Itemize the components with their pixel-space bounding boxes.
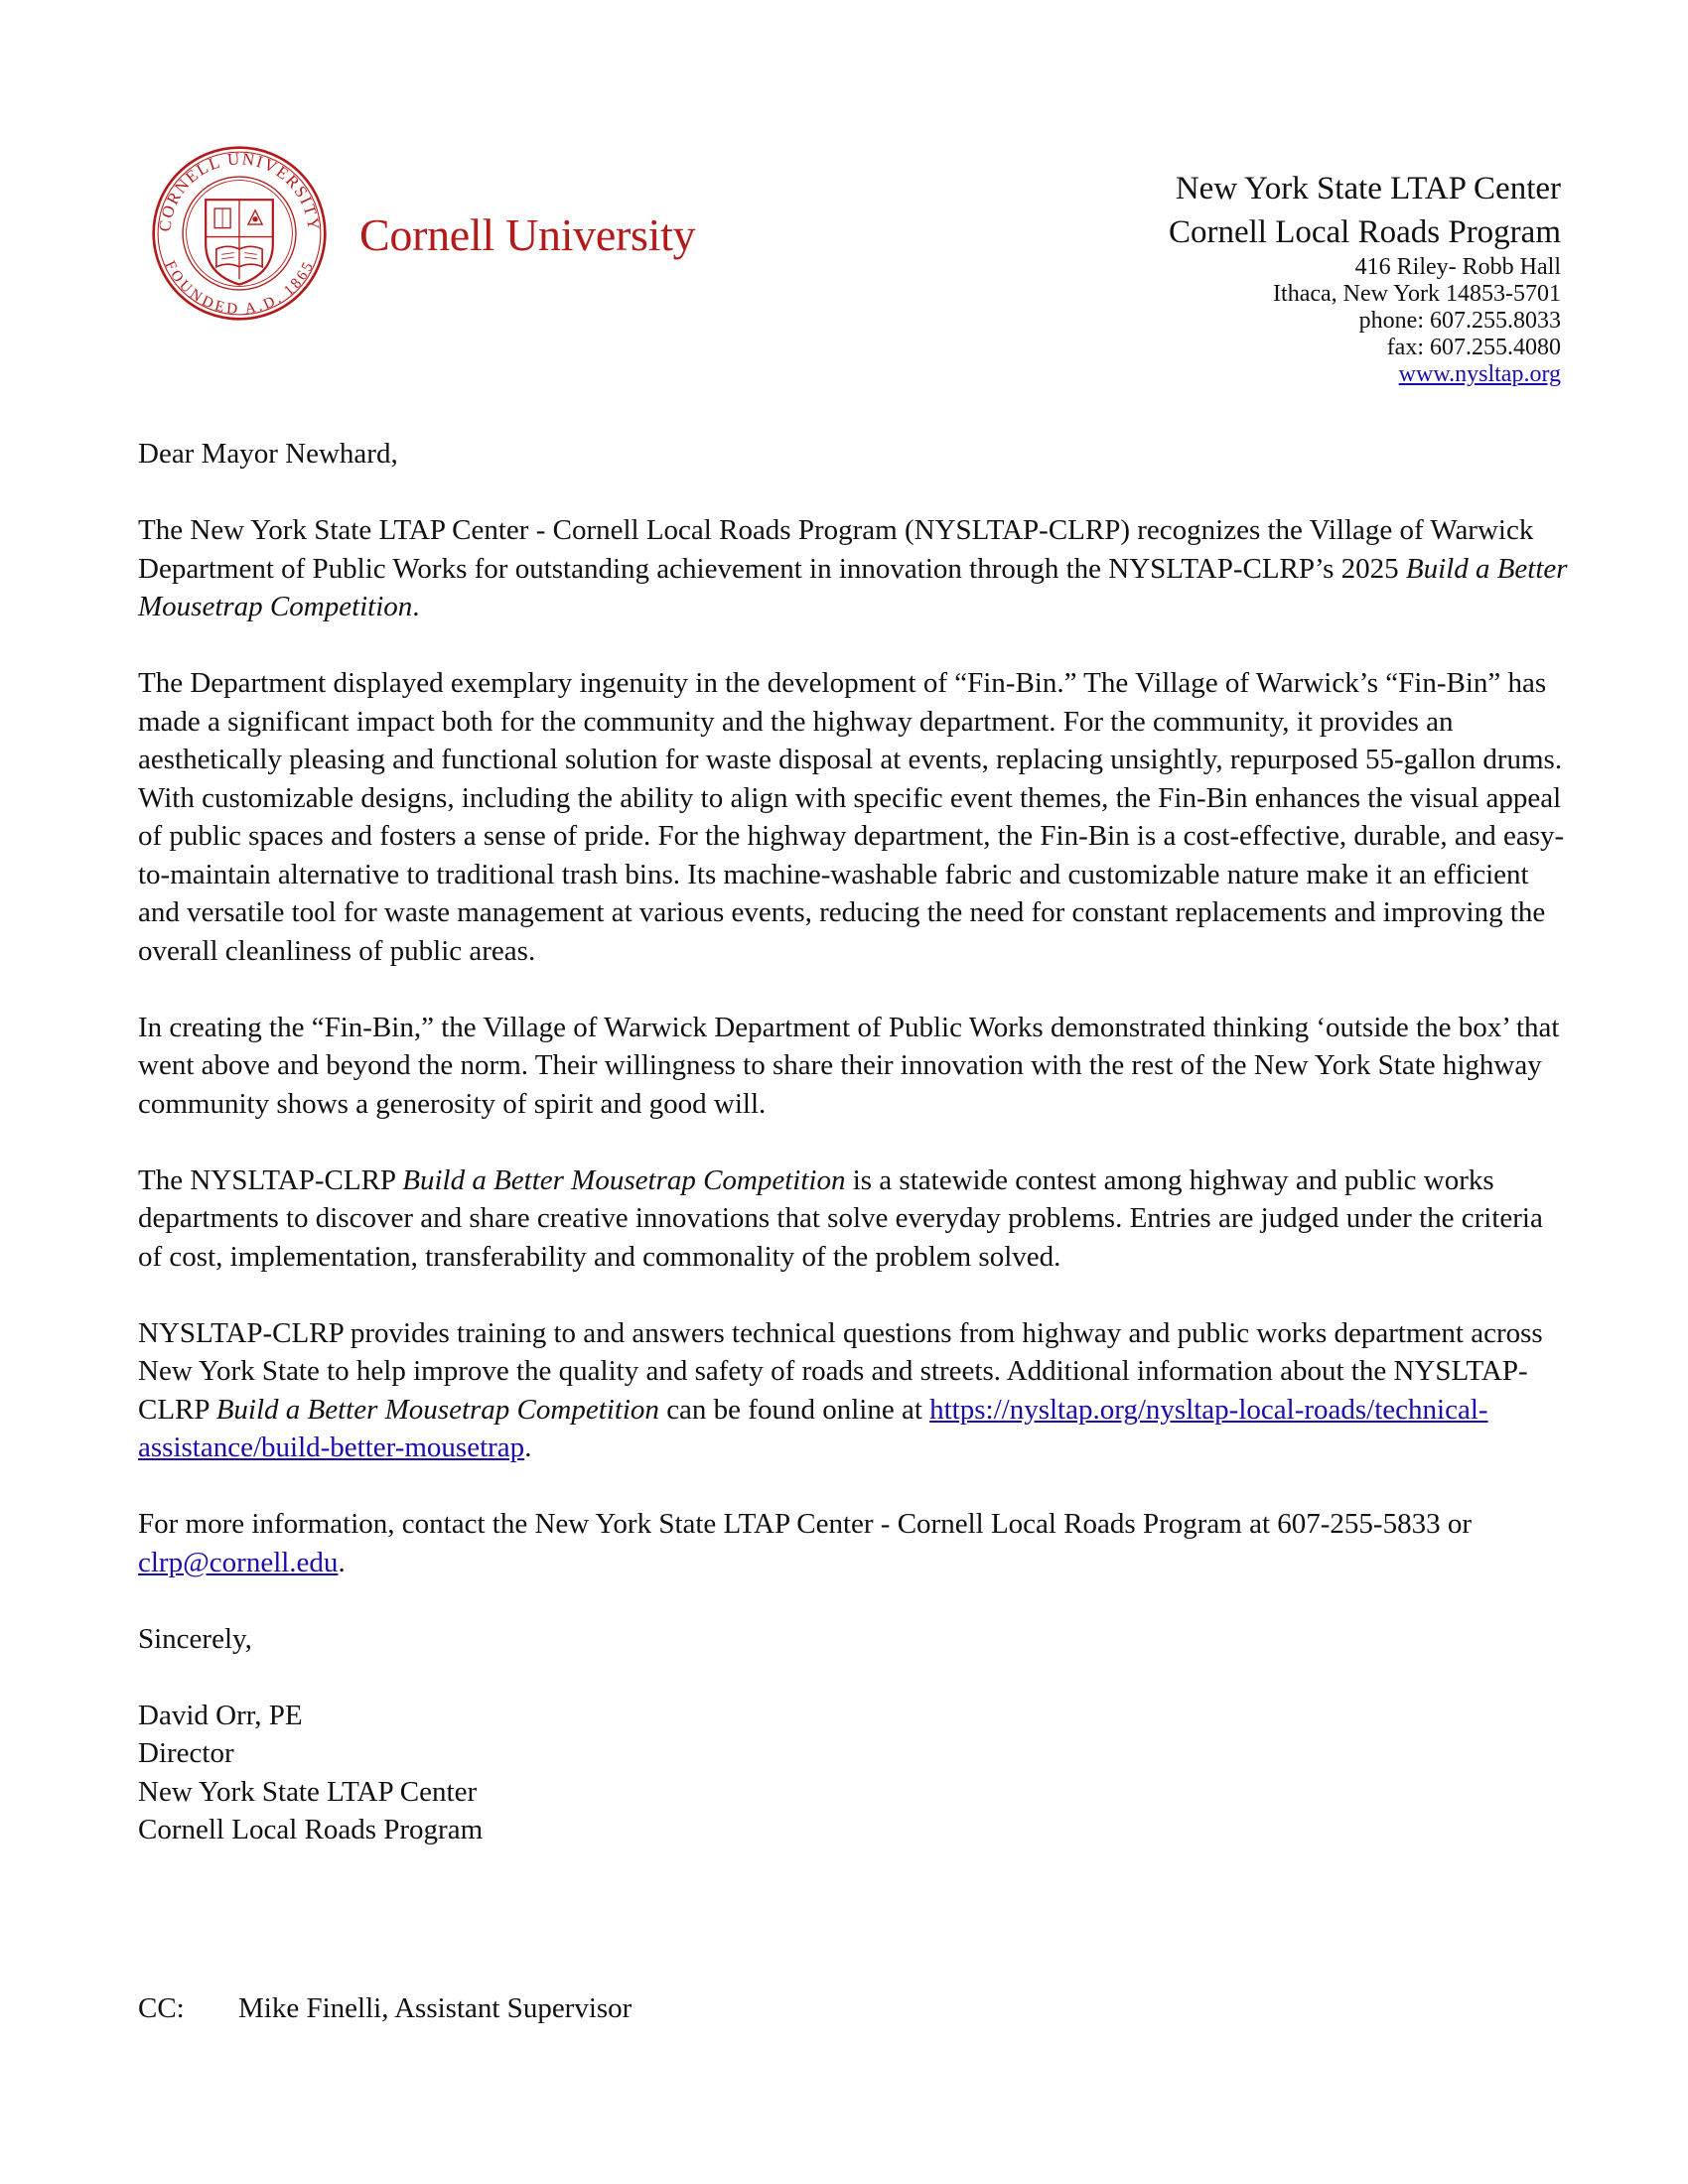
paragraph-training-end: . [524, 1432, 532, 1463]
paragraph-recognition [138, 511, 1568, 626]
competition-title: Build a Better Mousetrap Competition [402, 1163, 846, 1196]
letterhead-website-link[interactable]: www.nysltap.org [1398, 361, 1561, 387]
closing: Sincerely, [138, 1622, 252, 1655]
seal-ring-text-bottom: FOUNDED A.D. 1865 [161, 258, 318, 319]
paragraph-training-info [138, 1314, 1568, 1467]
signatory-org-line2: Cornell Local Roads Program [138, 1814, 484, 1845]
cornell-seal-logo [151, 145, 328, 322]
letterhead-program-name: Cornell Local Roads Program [1168, 214, 1561, 250]
cc-recipient: Mike Finelli, Assistant Supervisor [238, 1992, 633, 2024]
paragraph-training-text: NYSLTAP-CLRP provides training to and answers technical questions from highway and public works department across New York State to help improve the quality and safety of roads and streets. Additional information about the NYSLTAP-CLRP [138, 1316, 1543, 1426]
paragraph-recognition-end: . [412, 591, 420, 622]
salutation: Dear Mayor Newhard, [138, 438, 398, 470]
paragraph-fin-bin: The Department displayed exemplary ingenuity in the development of “Fin-Bin.” The Village of Warwick’s “Fin-Bin” has made a significant impact both for the community and the highway department. For the community, it provides an aesthetically pleasing and functional solution for waste disposal at events, replacing unsightly, repurposed 55-gallon drums. With customizable designs, including the ability to align with specific event themes, the Fin-Bin enhances the visual appeal of public spaces and fosters a sense of pride. For the highway department, the Fin-Bin is a cost-effective, durable, and easy-to-maintain alternative to traditional trash bins. Its machine-washable fabric and customizable nature make it an efficient and versatile tool for waste management at various events, reducing the need for constant replacements and improving the overall cleanliness of public areas. [138, 667, 1565, 967]
paragraph-competition-text-end: is a statewide contest among highway and public works departments to discover and share creative innovations that solve everyday problems. Entries are judged under the criteria of cost, implementation, transferability and commonality of the problem solved. [138, 1163, 1543, 1273]
signatory-title: Director [138, 1737, 234, 1769]
paragraph-contact-text: For more information, contact the New York State LTAP Center - Cornell Local Roads Program at 607-255-5833 or [138, 1508, 1472, 1540]
letterhead-address-block [1169, 167, 1561, 388]
signatory-org-line1: New York State LTAP Center [138, 1775, 478, 1808]
university-wordmark: Cornell University [359, 209, 696, 260]
paragraph-competition-text: The NYSLTAP-CLRP [138, 1163, 403, 1196]
paragraph-recognition-text: The New York State LTAP Center - Cornell Local Roads Program (NYSLTAP-CLRP) recognizes the Village of Warwick Department of Public Works for outstanding achievement in innovation through the NYSLTAP-CLRP’s 2025 [138, 514, 1534, 585]
paragraph-competition-description [138, 1161, 1568, 1277]
signatory-name: David Orr, PE [138, 1699, 303, 1731]
competition-title: Build a Better Mousetrap Competition [138, 552, 1568, 622]
mousetrap-competition-link[interactable]: https://nysltap.org/nysltap-local-roads/technical-assistance/build-better-mousetrap [138, 1393, 1488, 1463]
letterhead-address-line1: 416 Riley- Robb Hall [1354, 254, 1561, 280]
competition-title: Build a Better Mousetrap Competition [215, 1393, 659, 1426]
letterhead-center-name: New York State LTAP Center [1175, 171, 1561, 206]
seal-ring-text-top: CORNELL UNIVERSITY [155, 149, 324, 233]
paragraph-outside-the-box: In creating the “Fin-Bin,” the Village of Warwick Department of Public Works demonstrated thinking ‘outside the box’ that went above and beyond the norm. Their willingness to share their innovation with the rest of the New York State highway community shows a generosity of spirit and good will. [138, 1011, 1560, 1120]
letter-body [138, 435, 1568, 1849]
email-link[interactable]: clrp@cornell.edu [138, 1546, 339, 1578]
cc-line [138, 1989, 632, 2028]
letterhead-phone: phone: 607.255.8033 [1358, 308, 1561, 334]
cc-label: CC: [138, 1992, 185, 2024]
paragraph-contact [138, 1505, 1568, 1581]
paragraph-contact-end: . [338, 1546, 346, 1578]
letterhead-fax: fax: 607.255.4080 [1386, 335, 1561, 360]
letterhead-address-line2: Ithaca, New York 14853-5701 [1273, 281, 1561, 307]
paragraph-training-text-mid: can be found online at [658, 1393, 930, 1426]
signature-block [138, 1697, 1568, 1849]
